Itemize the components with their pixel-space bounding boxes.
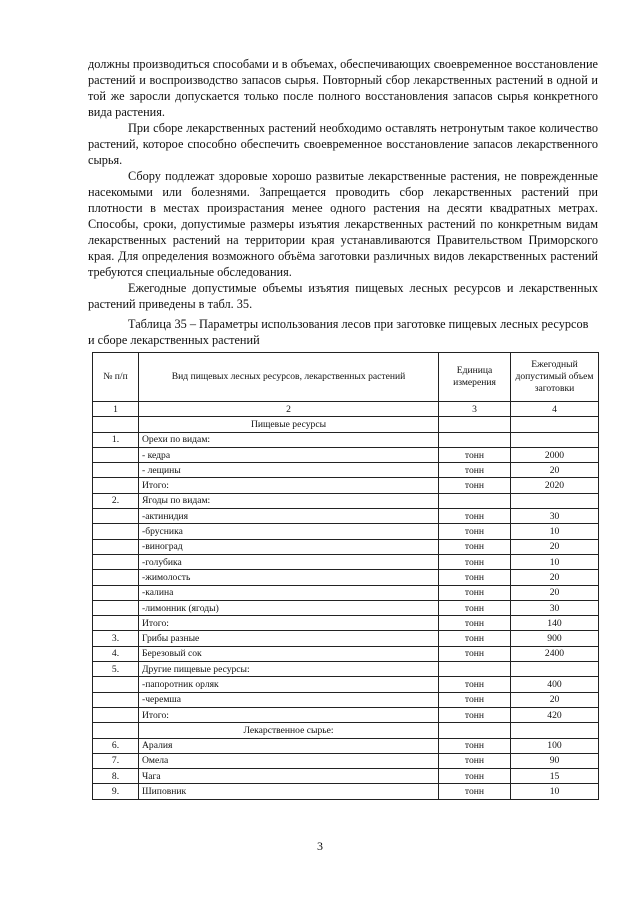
row-number-cell [93,600,139,615]
volume-cell: 900 [511,631,599,646]
row-number-cell [93,616,139,631]
table-row [93,769,599,784]
row-number-cell: 7. [93,753,139,768]
unit-cell: тонн [439,524,511,539]
unit-cell: тонн [439,539,511,554]
unit-cell: тонн [439,585,511,600]
table-row [93,432,599,447]
row-number-cell: 6. [93,738,139,753]
row-number-cell: 1. [93,432,139,447]
table-row [93,662,599,677]
volume-cell: 420 [511,707,599,722]
section-title-medicinal: Лекарственное сырье: [139,723,439,738]
row-number-cell [93,554,139,569]
paragraph-1: должны производиться способами и в объемах, обеспечивающих своевременное восстановление растений и воспроизводство запасов сырья. Повторный сбор лекарственных растений в одной и той же заросли допускается только после полного восстановления запасов сырья конкретного вида растения. [88,57,598,119]
row-number-cell: 9. [93,784,139,799]
section-title-food: Пищевые ресурсы [139,417,439,432]
header-annual-volume: Ежегодный допустимый объем заготовки [511,353,599,402]
unit-cell: тонн [439,478,511,493]
table-row [93,677,599,692]
table-row [93,463,599,478]
unit-cell: тонн [439,554,511,569]
resource-name-cell: Итого: [139,707,439,722]
table-row [93,447,599,462]
table-caption: Таблица 35 – Параметры использования лесов при заготовке пищевых лесных ресурсов и сборе лекарственных растений [88,317,589,347]
document-page [88,56,598,800]
unit-cell: тонн [439,631,511,646]
row-number-cell [93,570,139,585]
unit-cell: тонн [439,447,511,462]
table-row [93,600,599,615]
row-number-cell [93,524,139,539]
resource-name-cell: Березовый сок [139,646,439,661]
resources-table [92,352,599,800]
table-row [93,753,599,768]
resource-name-cell: Другие пищевые ресурсы: [139,662,439,677]
header-unit: Единица измерения [439,353,511,402]
numbering-cell: 4 [511,402,599,417]
row-number-cell [93,463,139,478]
unit-cell: тонн [439,784,511,799]
unit-cell: тонн [439,677,511,692]
unit-cell: тонн [439,463,511,478]
row-number-cell [93,677,139,692]
volume-cell: 10 [511,524,599,539]
volume-cell: 15 [511,769,599,784]
resource-name-cell: Грибы разные [139,631,439,646]
volume-cell: 400 [511,677,599,692]
row-number-cell [93,509,139,524]
unit-cell [439,662,511,677]
resource-name-cell: Орехи по видам: [139,432,439,447]
table-row [93,554,599,569]
header-resource-type: Вид пищевых лесных ресурсов, лекарственных растений [139,353,439,402]
volume-cell: 140 [511,616,599,631]
unit-cell: тонн [439,692,511,707]
table-row [93,738,599,753]
table-row [93,585,599,600]
unit-cell: тонн [439,600,511,615]
resource-name-cell: Омела [139,753,439,768]
unit-cell: тонн [439,738,511,753]
resource-name-cell: -лимонник (ягоды) [139,600,439,615]
unit-cell: тонн [439,707,511,722]
table-row [93,570,599,585]
paragraph-3: Сбору подлежат здоровые хорошо развитые лекарственные растения, не поврежденные насекомыми или болезнями. Запрещается проводить сбор лекарственных растений при плотности в местах произрастания менее одного растения на десяти квадратных метрах. Способы, сроки, допустимые размеры изъятия лекарственных растений по конкретным видам лекарственных растений на территории края устанавливаются Правительством Приморского края. Для определения возможного объёма заготовки различных видов лекарственных растений требуются специальные обследования. [88,169,598,279]
volume-cell: 20 [511,570,599,585]
row-number-cell: 8. [93,769,139,784]
resource-name-cell: -калина [139,585,439,600]
unit-cell: тонн [439,769,511,784]
row-number-cell: 2. [93,493,139,508]
numbering-row [93,402,599,417]
section-row-medicinal [93,723,599,738]
paragraph-4: Ежегодные допустимые объемы изъятия пищевых лесных ресурсов и лекарственных растений приведены в табл. 35. [88,281,598,311]
volume-cell: 2020 [511,478,599,493]
volume-cell: 10 [511,784,599,799]
unit-cell: тонн [439,509,511,524]
row-number-cell: 5. [93,662,139,677]
volume-cell: 30 [511,509,599,524]
resource-name-cell: -голубика [139,554,439,569]
volume-cell: 90 [511,753,599,768]
volume-cell [511,662,599,677]
numbering-cell: 3 [439,402,511,417]
resource-name-cell: - лещины [139,463,439,478]
resource-name-cell: - кедра [139,447,439,462]
section-row-food [93,417,599,432]
numbering-cell: 1 [93,402,139,417]
table-row [93,493,599,508]
page-number: 3 [317,839,323,853]
numbering-cell: 2 [139,402,439,417]
unit-cell: тонн [439,646,511,661]
row-number-cell [93,539,139,554]
row-number-cell: 4. [93,646,139,661]
table-row [93,509,599,524]
resource-name-cell: Итого: [139,616,439,631]
row-number-cell: 3. [93,631,139,646]
row-number-cell [93,478,139,493]
unit-cell [439,432,511,447]
volume-cell: 100 [511,738,599,753]
resource-name-cell: Ягоды по видам: [139,493,439,508]
unit-cell: тонн [439,753,511,768]
resource-name-cell: -жимолость [139,570,439,585]
resource-name-cell: -черемша [139,692,439,707]
resource-name-cell: -виноград [139,539,439,554]
table-row [93,692,599,707]
volume-cell: 20 [511,463,599,478]
table-row [93,646,599,661]
table-row [93,631,599,646]
resource-name-cell: Чага [139,769,439,784]
row-number-cell [93,447,139,462]
resource-name-cell: -брусника [139,524,439,539]
resource-name-cell: -папоротник орляк [139,677,439,692]
table-row [93,616,599,631]
table-row [93,707,599,722]
table-row [93,539,599,554]
resource-name-cell: Аралия [139,738,439,753]
table-header-row [93,353,599,402]
volume-cell: 20 [511,585,599,600]
table-row [93,478,599,493]
resource-name-cell: Шиповник [139,784,439,799]
volume-cell [511,432,599,447]
volume-cell: 20 [511,539,599,554]
volume-cell: 30 [511,600,599,615]
row-number-cell [93,692,139,707]
unit-cell: тонн [439,616,511,631]
paragraph-2: При сборе лекарственных растений необходимо оставлять нетронутым такое количество растений, которое способно обеспечить своевременное восстановление запасов лекарственного сырья. [88,121,598,167]
resource-name-cell: Итого: [139,478,439,493]
volume-cell [511,493,599,508]
volume-cell: 20 [511,692,599,707]
row-number-cell [93,707,139,722]
unit-cell [439,493,511,508]
row-number-cell [93,585,139,600]
unit-cell: тонн [439,570,511,585]
volume-cell: 2000 [511,447,599,462]
table-row [93,784,599,799]
table-row [93,524,599,539]
resource-name-cell: -актинидия [139,509,439,524]
volume-cell: 10 [511,554,599,569]
header-number: № п/п [93,353,139,402]
volume-cell: 2400 [511,646,599,661]
